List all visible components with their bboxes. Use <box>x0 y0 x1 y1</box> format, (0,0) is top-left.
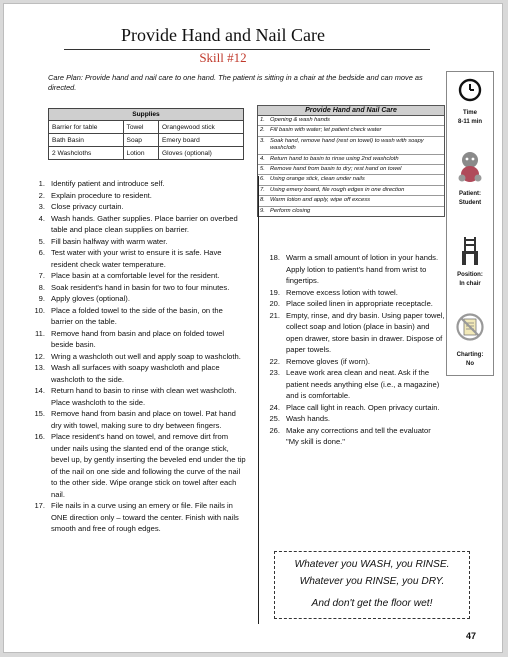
step-text: Place basin at a comfortable level for the resident. <box>51 271 220 280</box>
table-cell: Lotion <box>123 147 158 160</box>
step-number: 23. <box>269 368 280 377</box>
reminder-box <box>274 551 470 619</box>
procedure-step <box>32 190 246 202</box>
table-cell: Orangewood stick <box>159 121 244 134</box>
summary-steps-header: Provide Hand and Nail Care <box>258 106 444 116</box>
procedure-step <box>32 305 246 328</box>
summary-step <box>258 175 444 185</box>
summary-step-number: 7. <box>260 186 265 193</box>
step-text: Remove excess lotion with towel. <box>286 287 398 297</box>
summary-step <box>258 126 444 136</box>
step-text: Fill basin halfway with warm water. <box>51 236 168 246</box>
step-text: Wring a washcloth out well and apply soap to washcloth. <box>51 351 241 361</box>
step-text: Warm a small amount of lotion in your hands. Apply lotion to patient's hand from wrist to fingertips. <box>286 253 439 285</box>
summary-step <box>258 155 444 165</box>
supplies-table <box>48 108 244 160</box>
step-number: 5. <box>38 236 45 246</box>
skill-info-sidebar <box>446 71 494 376</box>
step-number: 17. <box>34 501 45 510</box>
step-number: 22. <box>269 356 280 366</box>
step-text: Place call light in reach. Open privacy curtain. <box>286 402 440 412</box>
position-label: Position: <box>457 272 483 278</box>
table-cell: Gloves (optional) <box>159 147 244 160</box>
step-number: 14. <box>34 386 45 395</box>
procedure-step <box>267 413 445 425</box>
procedure-step <box>32 270 246 282</box>
supplies-header: Supplies <box>49 109 244 121</box>
chair-icon <box>447 235 493 272</box>
step-text: Wash hands. Gather supplies. Place barrier on overbed table and place clean supplies on barrier. <box>51 213 238 234</box>
step-number: 10. <box>34 305 45 315</box>
step-text: Remove hand from basin and place on folded towel beside basin. <box>51 328 225 349</box>
procedure-step <box>32 213 246 236</box>
summary-step <box>258 196 444 206</box>
summary-step-number: 1. <box>260 117 265 123</box>
summary-step-text: Using emery board, file rough edges in one direction <box>270 186 405 193</box>
reminder-line: Whatever you WASH, you RINSE. <box>294 559 450 570</box>
table-cell: Barrier for table <box>49 121 124 134</box>
summary-step-number: 5. <box>260 166 265 173</box>
table-cell: Soap <box>123 134 158 147</box>
procedure-step <box>32 351 246 363</box>
position-value: In chair <box>459 281 481 287</box>
step-text: File nails in a curve using an emery or file. File nails in ONE direction only – toward the center. Finish with nails smooth and free of rough edges. <box>51 501 239 533</box>
procedure-step <box>267 402 445 414</box>
step-text: Explain procedure to resident. <box>51 190 152 200</box>
reminder-line: Whatever you RINSE, you DRY. <box>299 576 445 587</box>
table-cell: Towel <box>123 121 158 134</box>
step-text: Wash all surfaces with soapy washcloth and place washcloth to the side. <box>51 363 220 384</box>
page-title: Provide Hand and Nail Care <box>121 25 325 45</box>
summary-step-number: 9. <box>260 207 265 214</box>
table-cell: 2 Washcloths <box>49 147 124 160</box>
reminder-line: And don't get the floor wet! <box>311 598 433 609</box>
step-text: Apply gloves (optional). <box>51 294 130 303</box>
charting-value: No <box>466 361 474 367</box>
summary-step-text: Remove hand from basin to dry; rest hand on towel <box>270 166 402 173</box>
step-text: Remove gloves (if worn). <box>286 356 370 366</box>
step-text: Wash hands. <box>286 414 331 423</box>
page-number: 47 <box>466 631 477 641</box>
procedure-step <box>32 385 246 408</box>
step-number: 4. <box>38 213 45 223</box>
summary-steps-box <box>257 105 445 217</box>
step-number: 19. <box>269 287 280 297</box>
patient-label: Patient: <box>458 191 481 197</box>
summary-step-text: Perform closing <box>270 207 311 214</box>
step-number: 9. <box>38 294 45 303</box>
step-text: Identify patient and introduce self. <box>51 179 165 188</box>
procedure-steps-right <box>267 252 445 448</box>
patient-value: Student <box>458 200 482 206</box>
no-charting-icon <box>447 312 493 347</box>
step-number: 16. <box>34 432 45 441</box>
care-plan-text: Care Plan: Provide hand and nail care to one hand. The patient is sitting in a chair at the bedside and can move as directed. <box>48 73 423 92</box>
procedure-step <box>32 236 246 248</box>
step-number: 24. <box>269 402 280 412</box>
step-number: 7. <box>38 271 45 280</box>
step-number: 12. <box>34 351 45 361</box>
procedure-step <box>267 356 445 368</box>
column-divider <box>258 176 259 624</box>
charting-label: Charting: <box>456 352 484 358</box>
procedure-step <box>32 500 246 535</box>
step-text: Place resident's hand on towel, and remove dirt from under nails using the slanted end of the orange stick, bevel up, by gently inserting the beveled end under the tip of the nail on one side and following the curve of the nail to the other side. Wipe orange stick on towel after each nail. <box>51 432 246 499</box>
step-number: 18. <box>269 253 280 262</box>
summary-step-number: 2. <box>260 127 265 134</box>
step-text: Remove hand from basin and place on towel. Pat hand dry with towel, making sure to dry between fingers. <box>51 409 236 430</box>
step-text: Leave work area clean and neat. Ask if the patient needs anything else (i.e., a magazine) and is comfortable. <box>286 368 440 400</box>
step-text: Return hand to basin to rinse with clean wet washcloth. Place washcloth to the side. <box>51 386 237 407</box>
procedure-step <box>267 252 445 287</box>
procedure-steps-left <box>32 178 246 535</box>
step-number: 8. <box>38 282 45 292</box>
summary-step-number: 8. <box>260 197 265 204</box>
summary-step-text: Soak hand, remove hand (rest on towel) to wash with soapy washcloth <box>270 137 424 152</box>
document-page <box>3 3 503 653</box>
time-label: Time <box>463 110 477 116</box>
step-text: Place soiled linen in appropriate receptacle. <box>286 299 433 308</box>
summary-step-text: Fill basin with water; let patient check water <box>270 127 382 134</box>
summary-step-text: Using orange stick, clean under nails <box>270 176 365 183</box>
summary-step <box>258 165 444 175</box>
procedure-step <box>32 293 246 305</box>
summary-step-number: 6. <box>260 176 265 183</box>
procedure-step <box>32 247 246 270</box>
summary-step-number: 3. <box>260 137 265 144</box>
procedure-step <box>267 367 445 402</box>
table-row <box>49 134 244 147</box>
step-text: Close privacy curtain. <box>51 202 124 211</box>
step-number: 11. <box>35 328 45 338</box>
summary-step <box>258 186 444 196</box>
procedure-step <box>32 408 246 431</box>
step-text: Place a folded towel to the side of the basin, on the barrier on the table. <box>51 305 223 326</box>
procedure-step <box>32 282 246 294</box>
table-row <box>49 121 244 134</box>
procedure-step <box>267 298 445 310</box>
step-number: 6. <box>38 248 45 257</box>
procedure-step <box>32 201 246 213</box>
step-number: 2. <box>38 190 45 200</box>
procedure-step <box>267 425 445 448</box>
table-cell: Bath Basin <box>49 134 124 147</box>
summary-step-text: Opening & wash hands <box>270 117 330 123</box>
procedure-step <box>32 362 246 385</box>
summary-step <box>258 137 444 155</box>
summary-step-text: Warm lotion and apply, wipe off excess <box>270 197 370 204</box>
step-text: Soak resident's hand in basin for two to four minutes. <box>51 282 230 292</box>
patient-doll-icon <box>447 150 493 189</box>
table-cell: Emery board <box>159 134 244 147</box>
procedure-step <box>32 328 246 351</box>
step-number: 20. <box>269 299 280 308</box>
summary-step <box>258 116 444 126</box>
step-number: 25. <box>269 414 280 423</box>
summary-step-number: 4. <box>260 155 265 162</box>
summary-step-text: Return hand to basin to rinse using 2nd washcloth <box>270 155 399 162</box>
clock-icon <box>447 78 493 107</box>
procedure-step <box>32 431 246 500</box>
step-number: 26. <box>269 425 280 435</box>
step-number: 1. <box>38 179 45 188</box>
step-text: Make any corrections and tell the evaluator "My skill is done." <box>286 425 431 446</box>
skill-number: Skill #12 <box>199 50 247 65</box>
procedure-step <box>267 310 445 356</box>
procedure-step <box>32 178 246 190</box>
time-value: 8-11 min <box>457 119 482 125</box>
step-number: 3. <box>38 202 45 211</box>
step-number: 15. <box>34 409 45 418</box>
procedure-step <box>267 287 445 299</box>
step-text: Empty, rinse, and dry basin. Using paper towel, collect soap and lotion (place in basin) and open drawer, store basin in drawer. Dispose of paper towels. <box>286 310 445 354</box>
step-number: 21. <box>269 310 280 320</box>
table-row <box>49 147 244 160</box>
step-number: 13. <box>34 363 45 372</box>
summary-step <box>258 207 444 216</box>
step-text: Test water with your wrist to ensure it is safe. Have resident check water temperature. <box>51 248 222 269</box>
